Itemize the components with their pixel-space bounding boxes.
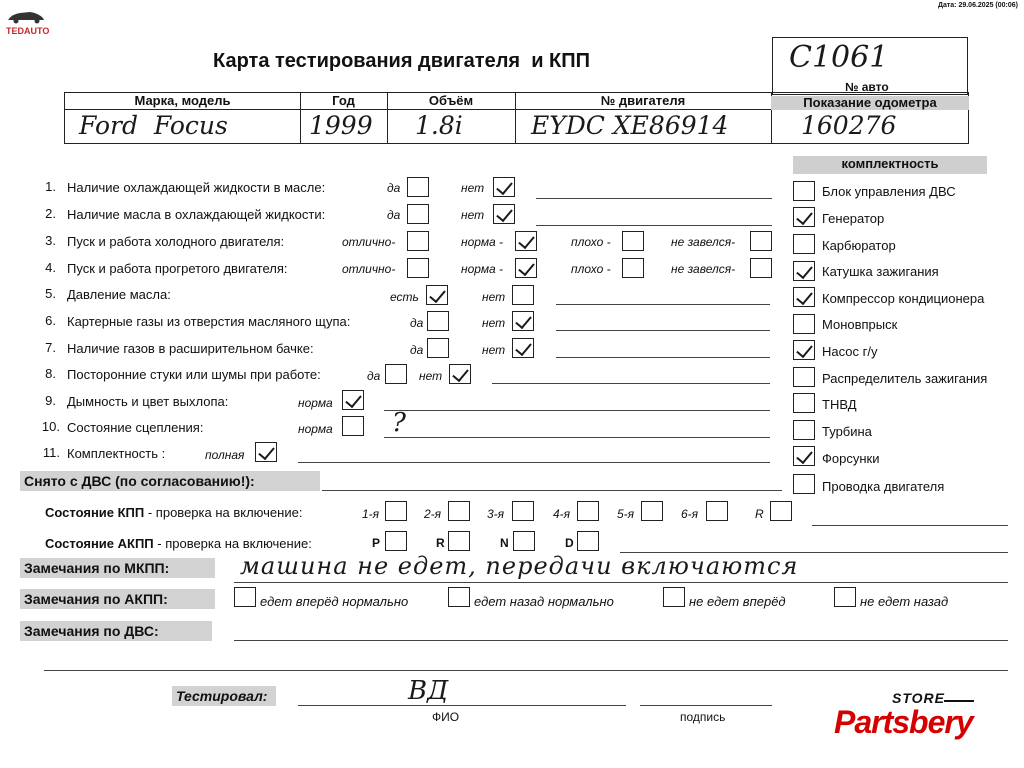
comp-turbine-checkbox[interactable] <box>793 420 815 440</box>
q3-not-started-checkbox[interactable] <box>750 231 772 251</box>
kpp-gear-3-checkbox[interactable] <box>512 501 534 521</box>
col-volume: Объём <box>428 93 474 108</box>
q4-opt-excellent: отлично- <box>342 262 396 276</box>
removed-from-engine-label: Снято с ДВС (по согласованию!): <box>20 471 320 491</box>
q11-opt-full: полная <box>205 448 245 462</box>
col-engine-number: № двигателя <box>600 93 686 108</box>
akpp-r-checkbox[interactable] <box>448 531 470 551</box>
q4-bad-checkbox[interactable] <box>622 258 644 278</box>
q10-normal-checkbox[interactable] <box>342 416 364 436</box>
akpp-p-checkbox[interactable] <box>385 531 407 551</box>
akpp-n-label: N <box>500 536 509 550</box>
akpp-state-label <box>45 536 312 551</box>
remarks-dvs-line-2 <box>44 670 1008 671</box>
remarks-mkpp-label: Замечания по МКПП: <box>20 558 215 578</box>
tested-fio-caption: ФИО <box>432 710 460 724</box>
akpp-backward-ok-checkbox[interactable] <box>448 587 470 607</box>
q8-line <box>492 383 770 384</box>
value-year: 1999 <box>309 111 373 140</box>
comp-tnvd-label: ТНВД <box>822 397 857 412</box>
q10-line <box>384 437 770 438</box>
q7-number: 7. <box>45 340 56 355</box>
q4-text: Пуск и работа прогретого двигателя: <box>67 261 288 276</box>
tested-sign-line <box>640 705 772 706</box>
q7-line <box>556 357 770 358</box>
q3-opt-bad: плохо - <box>571 235 611 249</box>
q4-opt-not-started: не завелся- <box>671 262 736 276</box>
q3-excellent-checkbox[interactable] <box>407 231 429 251</box>
kpp-gear-4-label: 4-я <box>553 507 571 521</box>
kpp-gear-6-label: 6-я <box>681 507 699 521</box>
akpp-no-backward-checkbox[interactable] <box>834 587 856 607</box>
q5-opt-yes: есть <box>390 290 419 304</box>
akpp-no-forward-label: не едет вперёд <box>689 594 786 609</box>
car-number-label: № авто <box>845 80 889 94</box>
akpp-forward-ok-checkbox[interactable] <box>234 587 256 607</box>
completeness-header: комплектность <box>793 156 987 174</box>
q3-normal-checkbox[interactable] <box>515 231 537 251</box>
q7-opt-yes: да <box>410 343 424 357</box>
q4-opt-bad: плохо - <box>571 262 611 276</box>
value-engine-number: EYDC XE86914 <box>531 111 729 140</box>
comp-distributor-checkbox[interactable] <box>793 367 815 387</box>
q9-line <box>384 410 770 411</box>
remarks-akpp-label: Замечания по АКПП: <box>20 589 215 609</box>
q3-text: Пуск и работа холодного двигателя: <box>67 234 285 249</box>
car-icon <box>6 8 46 24</box>
akpp-d-label: D <box>565 536 574 550</box>
q6-number: 6. <box>45 313 56 328</box>
q4-opt-normal: норма - <box>461 262 504 276</box>
q6-text: Картерные газы из отверстия масляного щупа: <box>67 314 351 329</box>
q2-number: 2. <box>45 206 56 221</box>
kpp-line <box>812 525 1008 526</box>
comp-ecu-label: Блок управления ДВС <box>822 184 956 199</box>
comp-wiring-checkbox[interactable] <box>793 474 815 494</box>
kpp-gear-2-label: 2-я <box>424 507 442 521</box>
q5-number: 5. <box>45 286 56 301</box>
kpp-state-title: Состояние КПП <box>45 505 145 520</box>
kpp-gear-r-label: R <box>755 507 764 521</box>
comp-injectors-checkbox[interactable] <box>793 446 815 466</box>
q2-text: Наличие масла в охлаждающей жидкости: <box>67 207 326 222</box>
col-odometer: Показание одометра <box>803 95 937 110</box>
car-number-box <box>772 37 968 95</box>
akpp-backward-ok-label: едет назад нормально <box>474 594 614 609</box>
comp-ac-compressor-label: Компрессор кондиционера <box>822 291 985 306</box>
header-table <box>64 92 969 144</box>
q4-not-started-checkbox[interactable] <box>750 258 772 278</box>
q1-line <box>536 198 772 199</box>
remarks-dvs-line-1 <box>234 640 1008 641</box>
kpp-state-suffix: - проверка на включение: <box>144 505 303 520</box>
remarks-mkpp-value: машина не едет, передачи включаются <box>240 552 799 580</box>
q5-yes-checkbox[interactable] <box>426 285 448 305</box>
q2-no-checkbox[interactable] <box>493 204 515 224</box>
q5-text: Давление масла: <box>67 287 171 302</box>
comp-ac-compressor-checkbox[interactable] <box>793 287 815 307</box>
q11-text: Комплектность : <box>67 446 166 461</box>
q4-number: 4. <box>45 260 56 275</box>
q8-no-checkbox[interactable] <box>449 364 471 384</box>
partsbery-logo <box>834 690 1010 752</box>
q6-yes-checkbox[interactable] <box>427 311 449 331</box>
clutch-note: ? <box>392 408 406 438</box>
q11-line <box>298 462 770 463</box>
comp-injectors-label: Форсунки <box>822 451 880 466</box>
kpp-gear-6-checkbox[interactable] <box>706 501 728 521</box>
q1-opt-no: нет <box>461 181 485 195</box>
comp-ignition-coil-checkbox[interactable] <box>793 261 815 281</box>
q9-number: 9. <box>45 393 56 408</box>
comp-distributor-label: Распределитель зажигания <box>822 371 988 386</box>
q5-opt-no: нет <box>482 290 506 304</box>
tedauto-logo <box>4 8 50 40</box>
q9-opt-normal: норма <box>298 396 333 410</box>
akpp-p-label: P <box>372 536 381 550</box>
kpp-gear-5-label: 5-я <box>617 507 635 521</box>
q9-text: Дымность и цвет выхлопа: <box>67 394 229 409</box>
q10-opt-normal: норма <box>298 422 333 436</box>
q5-line <box>556 304 770 305</box>
comp-mono-injection-label: Моновпрыск <box>822 317 898 332</box>
comp-ecu-checkbox[interactable] <box>793 181 815 201</box>
akpp-d-checkbox[interactable] <box>577 531 599 551</box>
remarks-dvs-label: Замечания по ДВС: <box>20 621 212 641</box>
kpp-gear-4-checkbox[interactable] <box>577 501 599 521</box>
tested-by-label: Тестировал: <box>172 686 276 706</box>
comp-wiring-label: Проводка двигателя <box>822 479 945 494</box>
kpp-gear-1-label: 1-я <box>362 507 380 521</box>
q7-opt-no: нет <box>482 343 506 357</box>
removed-line <box>322 490 782 491</box>
kpp-gear-1-checkbox[interactable] <box>385 501 407 521</box>
comp-ps-pump-label: Насос г/у <box>822 344 878 359</box>
comp-generator-checkbox[interactable] <box>793 207 815 227</box>
q9-normal-checkbox[interactable] <box>342 390 364 410</box>
tested-fio-line <box>298 705 626 706</box>
q8-yes-checkbox[interactable] <box>385 364 407 384</box>
print-date: Дата: 29.06.2025 (00:06) <box>937 2 1018 9</box>
kpp-gear-3-label: 3-я <box>487 507 505 521</box>
col-year: Год <box>332 93 355 108</box>
q4-normal-checkbox[interactable] <box>515 258 537 278</box>
q1-text: Наличие охлаждающей жидкости в масле: <box>67 180 326 195</box>
comp-mono-injection-checkbox[interactable] <box>793 314 815 334</box>
akpp-r-label: R <box>436 536 445 550</box>
q4-excellent-checkbox[interactable] <box>407 258 429 278</box>
akpp-state-suffix: - проверка на включение: <box>153 536 312 551</box>
q3-opt-not-started: не завелся- <box>671 235 736 249</box>
kpp-gear-r-checkbox[interactable] <box>770 501 792 521</box>
q3-bad-checkbox[interactable] <box>622 231 644 251</box>
q2-line <box>536 225 772 226</box>
akpp-no-forward-checkbox[interactable] <box>663 587 685 607</box>
q11-number: 11. <box>42 445 60 460</box>
q2-opt-no: нет <box>461 208 485 222</box>
comp-ignition-coil-label: Катушка зажигания <box>822 264 939 279</box>
q11-full-checkbox[interactable] <box>255 442 277 462</box>
q5-no-checkbox[interactable] <box>512 285 534 305</box>
akpp-n-checkbox[interactable] <box>513 531 535 551</box>
kpp-gear-5-checkbox[interactable] <box>641 501 663 521</box>
q1-no-checkbox[interactable] <box>493 177 515 197</box>
q3-opt-normal: норма - <box>461 235 504 249</box>
q3-number: 3. <box>45 233 56 248</box>
q8-number: 8. <box>45 366 56 381</box>
q6-no-checkbox[interactable] <box>512 311 534 331</box>
tested-by-value: ВД <box>408 676 449 706</box>
q2-yes-checkbox[interactable] <box>407 204 429 224</box>
q7-text: Наличие газов в расширительном бачке: <box>67 341 314 356</box>
car-number-value: C1061 <box>789 40 889 75</box>
comp-carburetor-label: Карбюратор <box>822 238 896 253</box>
kpp-gear-2-checkbox[interactable] <box>448 501 470 521</box>
partsbery-underline <box>944 700 974 702</box>
akpp-no-backward-label: не едет назад <box>860 594 949 609</box>
remarks-mkpp-line <box>234 582 1008 583</box>
comp-tnvd-checkbox[interactable] <box>793 393 815 413</box>
tested-sign-caption: подпись <box>680 710 726 724</box>
comp-turbine-label: Турбина <box>822 424 872 439</box>
partsbery-store-text: STORE <box>892 690 945 706</box>
tedauto-logo-text: TEDAUTO <box>6 26 50 36</box>
kpp-state-label <box>45 505 302 520</box>
q6-line <box>556 330 770 331</box>
q7-yes-checkbox[interactable] <box>427 338 449 358</box>
q1-yes-checkbox[interactable] <box>407 177 429 197</box>
value-volume: 1.8i <box>415 111 463 140</box>
q1-opt-yes: да <box>387 181 401 195</box>
q10-number: 10. <box>41 419 60 434</box>
comp-ps-pump-checkbox[interactable] <box>793 340 815 360</box>
akpp-forward-ok-label: едет вперёд нормально <box>260 594 409 609</box>
q7-no-checkbox[interactable] <box>512 338 534 358</box>
comp-generator-label: Генератор <box>822 211 885 226</box>
value-make-model: Ford Focus <box>79 111 228 140</box>
page-title: Карта тестирования двигателя и КПП <box>213 50 591 72</box>
q6-opt-no: нет <box>482 316 506 330</box>
q8-text: Посторонние стуки или шумы при работе: <box>67 367 321 382</box>
partsbery-name-text: Partsbery <box>834 704 973 740</box>
comp-carburetor-checkbox[interactable] <box>793 234 815 254</box>
q10-text: Состояние сцепления: <box>67 420 204 435</box>
q8-opt-no: нет <box>419 369 443 383</box>
q1-number: 1. <box>45 179 56 194</box>
q3-opt-excellent: отлично- <box>342 235 396 249</box>
value-odometer: 160276 <box>801 111 897 140</box>
akpp-state-title: Состояние АКПП <box>45 536 154 551</box>
q6-opt-yes: да <box>410 316 424 330</box>
col-make-model: Марка, модель <box>134 93 231 108</box>
q2-opt-yes: да <box>387 208 401 222</box>
q8-opt-yes: да <box>367 369 381 383</box>
